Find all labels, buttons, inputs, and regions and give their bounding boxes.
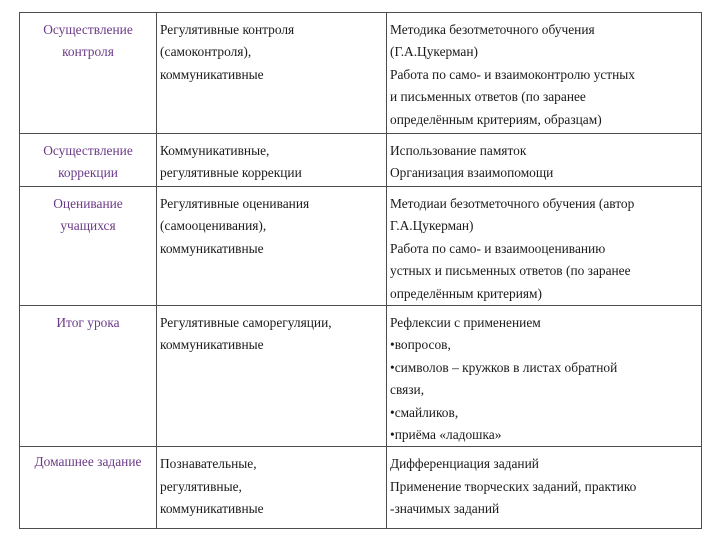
stage-text: Осуществление: [43, 143, 133, 158]
methods-text: Методика безотметочного обучения: [390, 22, 595, 37]
methods-text: Использование памяток: [390, 143, 527, 158]
table-row: [20, 134, 702, 187]
uud-text: коммуникативные: [160, 66, 264, 82]
methods-cell: [387, 13, 702, 134]
stage-cell: [20, 187, 157, 306]
methods-cell: [387, 447, 702, 529]
uud-cell: [157, 447, 387, 529]
methods-text: Организация взаимопомощи: [390, 165, 554, 181]
stage-text: Оценивание: [53, 196, 123, 211]
methods-text: •вопросов,: [390, 337, 451, 353]
uud-text: регулятивные коррекции: [160, 165, 302, 181]
table-row: [20, 306, 702, 447]
methods-cell: [387, 187, 702, 306]
uud-text: Познавательные,: [160, 456, 257, 472]
lesson-stages-table: [19, 12, 702, 529]
uud-text: Коммуникативные,: [160, 143, 270, 158]
methods-text: •смайликов,: [390, 404, 459, 420]
stage-text: коррекции: [58, 165, 118, 181]
stage-text: контроля: [62, 44, 114, 60]
methods-text: Дифференциация заданий: [390, 456, 539, 472]
methods-text: Работа по само- и взаимоконтролю устных: [390, 66, 635, 82]
methods-text: Работа по само- и взаимооцениванию: [390, 240, 606, 256]
methods-text: (Г.А.Цукерман): [390, 44, 478, 60]
stage-cell: [20, 447, 157, 529]
uud-cell: [157, 134, 387, 187]
table-row: [20, 447, 702, 529]
stage-cell: [20, 13, 157, 134]
uud-text: Регулятивные саморегуляции,: [160, 315, 332, 331]
methods-text: определённым критериям): [390, 285, 542, 301]
stage-cell: [20, 306, 157, 447]
methods-text: определённым критериям, образцам): [390, 111, 602, 127]
uud-text: (самооценивания),: [160, 218, 267, 234]
methods-text: устных и письменных ответов (по заранее: [390, 263, 631, 279]
uud-text: (самоконтроля),: [160, 44, 252, 60]
stage-cell: [20, 134, 157, 187]
table-row: [20, 13, 702, 134]
methods-text: •приёма «ладошка»: [390, 427, 502, 443]
methods-text: и письменных ответов (по заранее: [390, 89, 586, 105]
uud-text: коммуникативные: [160, 240, 264, 256]
uud-text: коммуникативные: [160, 501, 264, 517]
uud-text: Регулятивные оценивания: [160, 196, 310, 211]
stage-text: учащихся: [60, 218, 116, 234]
methods-cell: [387, 134, 702, 187]
methods-text: •символов – кружков в листах обратной: [390, 359, 618, 375]
methods-text: -значимых заданий: [390, 501, 500, 517]
methods-text: Рефлексии с применением: [390, 315, 541, 331]
methods-text: Методиаи безотметочного обучения (автор: [390, 196, 635, 211]
table-row: [20, 187, 702, 306]
uud-text: коммуникативные: [160, 337, 264, 353]
uud-cell: [157, 13, 387, 134]
methods-text: Применение творческих заданий, практико: [390, 478, 637, 494]
methods-text: связи,: [390, 382, 425, 398]
methods-text: Г.А.Цукерман): [390, 218, 474, 234]
stage-text: Итог урока: [56, 315, 120, 331]
uud-text: регулятивные,: [160, 478, 242, 494]
uud-text: Регулятивные контроля: [160, 22, 295, 37]
methods-cell: [387, 306, 702, 447]
uud-cell: [157, 187, 387, 306]
stage-text: Осуществление: [43, 22, 133, 37]
uud-cell: [157, 306, 387, 447]
stage-text: Домашнее задание: [34, 454, 142, 470]
